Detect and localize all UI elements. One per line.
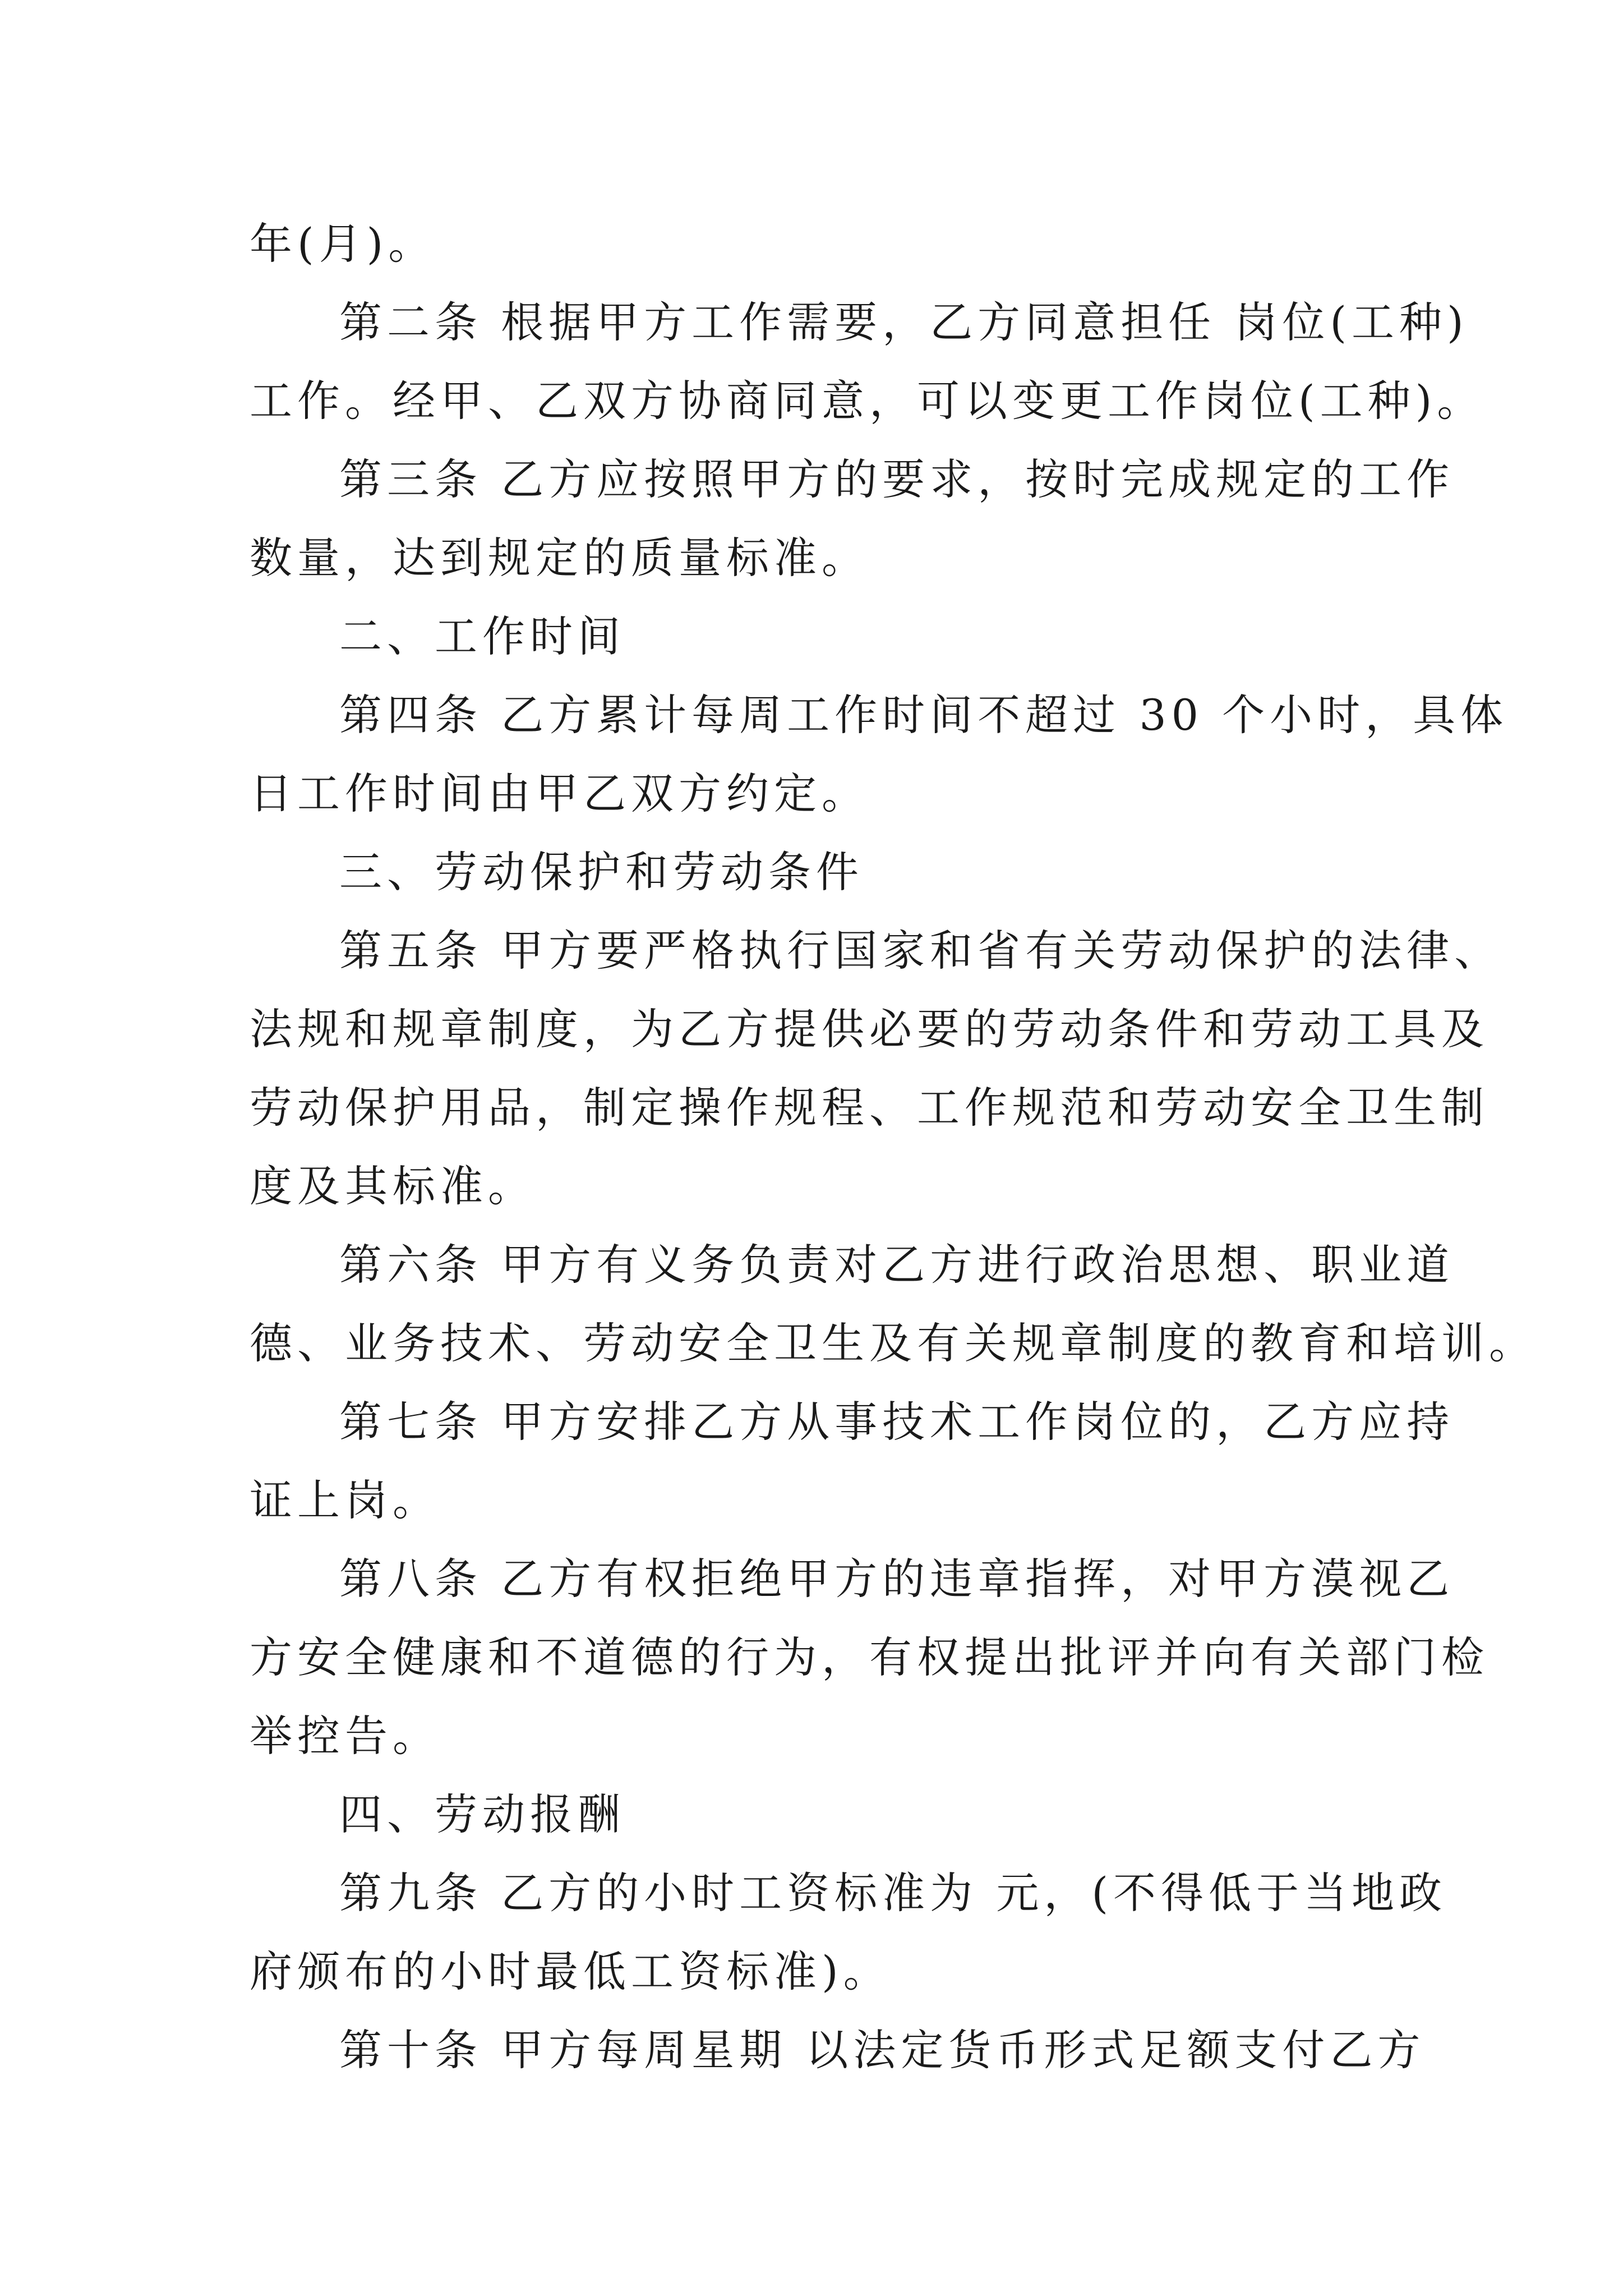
section-heading-labor-protection: 三、劳动保护和劳动条件: [339, 847, 864, 897]
text-line-23: 府颁布的小时最低工资标准)。: [250, 1947, 891, 1996]
text-line-16: 第七条 甲方安排乙方从事技术工作岗位的，乙方应持: [339, 1397, 1455, 1447]
text-line-20: 举控告。: [250, 1711, 440, 1761]
text-line-11: 法规和规章制度，为乙方提供必要的劳动条件和劳动工具及: [250, 1004, 1489, 1054]
text-line-2: 第二条 根据甲方工作需要，乙方同意担任 岗位(工种): [339, 297, 1469, 347]
section-heading-labor-pay: 四、劳动报酬: [339, 1789, 625, 1839]
text-line-3: 工作。经甲、乙双方协商同意，可以变更工作岗位(工种)。: [250, 376, 1485, 426]
text-line-14: 第六条 甲方有义务负责对乙方进行政治思想、职业道: [339, 1240, 1455, 1290]
text-line-22: 第九条 乙方的小时工资标准为 元，(不得低于当地政: [339, 1868, 1447, 1918]
text-line-12: 劳动保护用品，制定操作规程、工作规范和劳动安全卫生制: [250, 1083, 1489, 1133]
text-line-18: 第八条 乙方有权拒绝甲方的违章指挥，对甲方漠视乙: [339, 1554, 1455, 1604]
text-line-8: 日工作时间由甲乙双方约定。: [250, 769, 869, 818]
text-line-10: 第五条 甲方要严格执行国家和省有关劳动保护的法律、: [339, 926, 1502, 976]
text-line-15: 德、业务技术、劳动安全卫生及有关规章制度的教育和培训。: [250, 1318, 1537, 1368]
text-line-13: 度及其标准。: [250, 1161, 536, 1211]
text-line-24: 第十条 甲方每周星期 以法定货币形式足额支付乙方: [339, 2025, 1426, 2075]
text-line-7: 第四条 乙方累计每周工作时间不超过 30 个小时，具体: [339, 690, 1509, 740]
text-line-5: 数量，达到规定的质量标准。: [250, 533, 869, 583]
text-line-19: 方安全健康和不道德的行为，有权提出批评并向有关部门检: [250, 1632, 1489, 1682]
text-line-17: 证上岗。: [250, 1475, 440, 1525]
text-line-1: 年(月)。: [250, 219, 436, 269]
section-heading-work-time: 二、工作时间: [339, 611, 625, 661]
text-line-4: 第三条 乙方应按照甲方的要求，按时完成规定的工作: [339, 454, 1455, 504]
